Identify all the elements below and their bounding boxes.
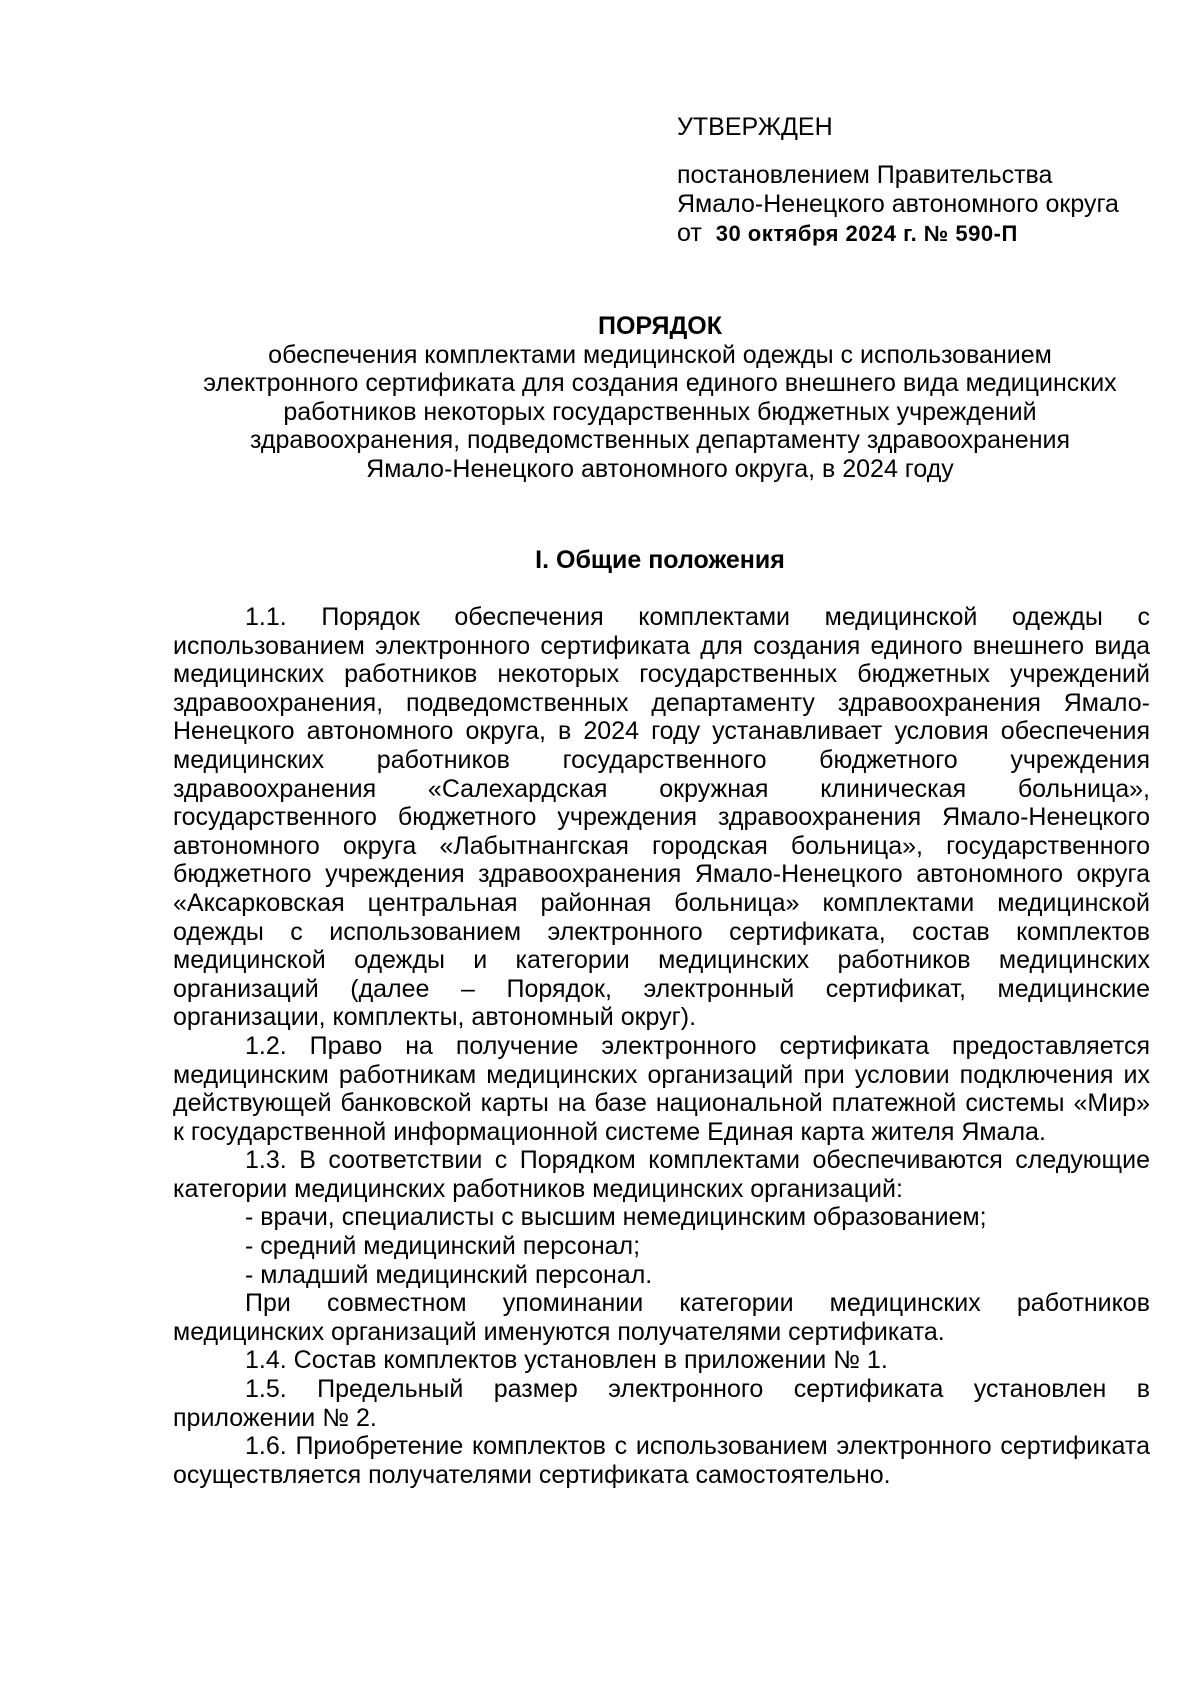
document-subtitle-line: здравоохранения, подведомственных департаменту здравоохранения [249, 426, 1071, 455]
paragraph-1-3-note: При совместном упоминании категории медицинских работников медицинских организаций именуются получателями сертификата. [173, 1289, 1150, 1346]
section-heading: I. Общие положения [535, 546, 785, 574]
paragraph-1-6: 1.6. Приобретение комплектов с использованием электронного сертификата осуществляется получателями сертификата самостоятельно. [173, 1432, 1150, 1489]
document-subtitle-line: Ямало-Ненецкого автономного округа, в 2024 году [366, 454, 954, 483]
approved-heading: УТВЕРЖДЕН [677, 113, 833, 141]
list-item: - младший медицинский персонал. [245, 1260, 653, 1289]
paragraph-1-2: 1.2. Право на получение электронного сертификата предоставляется медицинским работникам медицинских организаций при условии подключения их действующей банковской карты на базе национальной платежной системы «Мир» к государственной информационной системе Единая карта жителя Ямала. [173, 1031, 1150, 1146]
paragraph-1-4: 1.4. Состав комплектов установлен в приложении № 1. [245, 1346, 888, 1375]
list-item: - врачи, специалисты с высшим немедицинским образованием; [245, 1203, 987, 1232]
approval-line-1: постановлением Правительства [677, 161, 1053, 189]
paragraph-1-5: 1.5. Предельный размер электронного сертификата установлен в приложении № 2. [173, 1375, 1150, 1432]
list-item: - средний медицинский персонал; [245, 1232, 641, 1261]
document-body [173, 603, 1150, 1489]
approval-stamp-block [677, 113, 1157, 248]
document-title: ПОРЯДОК [598, 312, 722, 340]
document-subtitle-line: работников некоторых государственных бюджетных учреждений [283, 397, 1037, 426]
document-title-block [160, 312, 1160, 484]
approval-date-line [677, 219, 1157, 248]
approval-line-2: Ямало-Ненецкого автономного округа [677, 190, 1119, 218]
paragraph-1-3: 1.3. В соответствии с Порядком комплектами обеспечиваются следующие категории медицинских работников медицинских организаций: [173, 1146, 1150, 1203]
document-subtitle-line: электронного сертификата для создания единого внешнего вида медицинских [203, 369, 1117, 398]
document-subtitle-line: обеспечения комплектами медицинской одежды с использованием [268, 340, 1052, 369]
paragraph-1-1: 1.1. Порядок обеспечения комплектами медицинской одежды с использованием электронного сертификата для создания единого внешнего вида медицинских работников некоторых государственных бюджетных учреждений здравоохранения, подведомственных департаменту здравоохранения Ямало-Ненецкого автономного округа, в 2024 году устанавливает условия обеспечения медицинских работников государственного бюджетного учреждения здравоохранения «Салехардская окружная клиническая больница», государственного бюджетного учреждения здравоохранения Ямало-Ненецкого автономного округа «Лабытнангская городская больница», государственного бюджетного учреждения здравоохранения Ямало-Ненецкого автономного округа «Аксарковская центральная районная больница» комплектами медицинской одежды с использованием электронного сертификата, состав комплектов медицинской одежды и категории медицинских работников медицинских организаций (далее – Порядок, электронный сертификат, медицинские организации, комплекты, автономный округ). [173, 603, 1150, 1032]
approval-from-label: от [677, 219, 702, 247]
approval-date-number: 30 октября 2024 г. № 590-П [715, 221, 1018, 246]
